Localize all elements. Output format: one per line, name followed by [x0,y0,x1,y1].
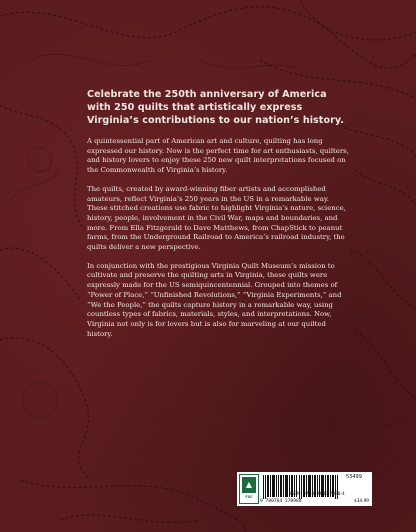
price-code: 53499 [346,474,362,480]
back-cover-copy [87,88,349,348]
fsc-tree-icon: ▲ [242,477,256,493]
lead-statement: Celebrate the 250th anniversary of America with 250 quilts that artistically express Virginia’s contributions to our nation’s history. [87,89,344,126]
paragraph-quilts: The quilts, created by award-winning fiber artists and accomplished amateurs, reflect Virginia’s 250 years in the US in a remarkable way. These stitched creations use fabric to highlight Virginia’s nature, science, history, people, involvement in the Civil War, maps and boundaries, and more. From Ella Fitzgerald to Dave Matthews, from ChapStick to peanut farms, from the Underground Railroad to America’s railroad industry, the quilts deliver a new perspective. [87,184,346,252]
paragraph-museum: In conjunction with the prestigious Virginia Quilt Museum’s mission to cultivate and preserve the quilting arts in Virginia, these quilts were expressly made for the US semiquincentennial. Grouped into themes of “Power of Place,” “Unfinished Revolutions,” “Virginia Experiments,” and “We the People,” the quilts capture history in a remarkable way, using countless types of fabrics, materials, styles, and interpretations. Now, Virginia not only is for lovers but is also for marveling at our quilted history. [87,261,342,338]
paragraph-intro: A quintessential part of American art and culture, quilting has long expressed our history. Now is the perfect time for art enthusiasts, quilters, and history lovers to enjoy these 250 new quilt interpretations focused on the Commonwealth of Virginia’s history. [87,137,349,175]
price: $34.99 [354,499,370,504]
fsc-label: FSC [245,495,253,499]
isbn-number: ISBN: 978-0-7643-7098-4 [290,492,345,497]
fsc-logo [239,474,259,504]
barcode-digits: 9 780764 370984 [260,499,302,504]
